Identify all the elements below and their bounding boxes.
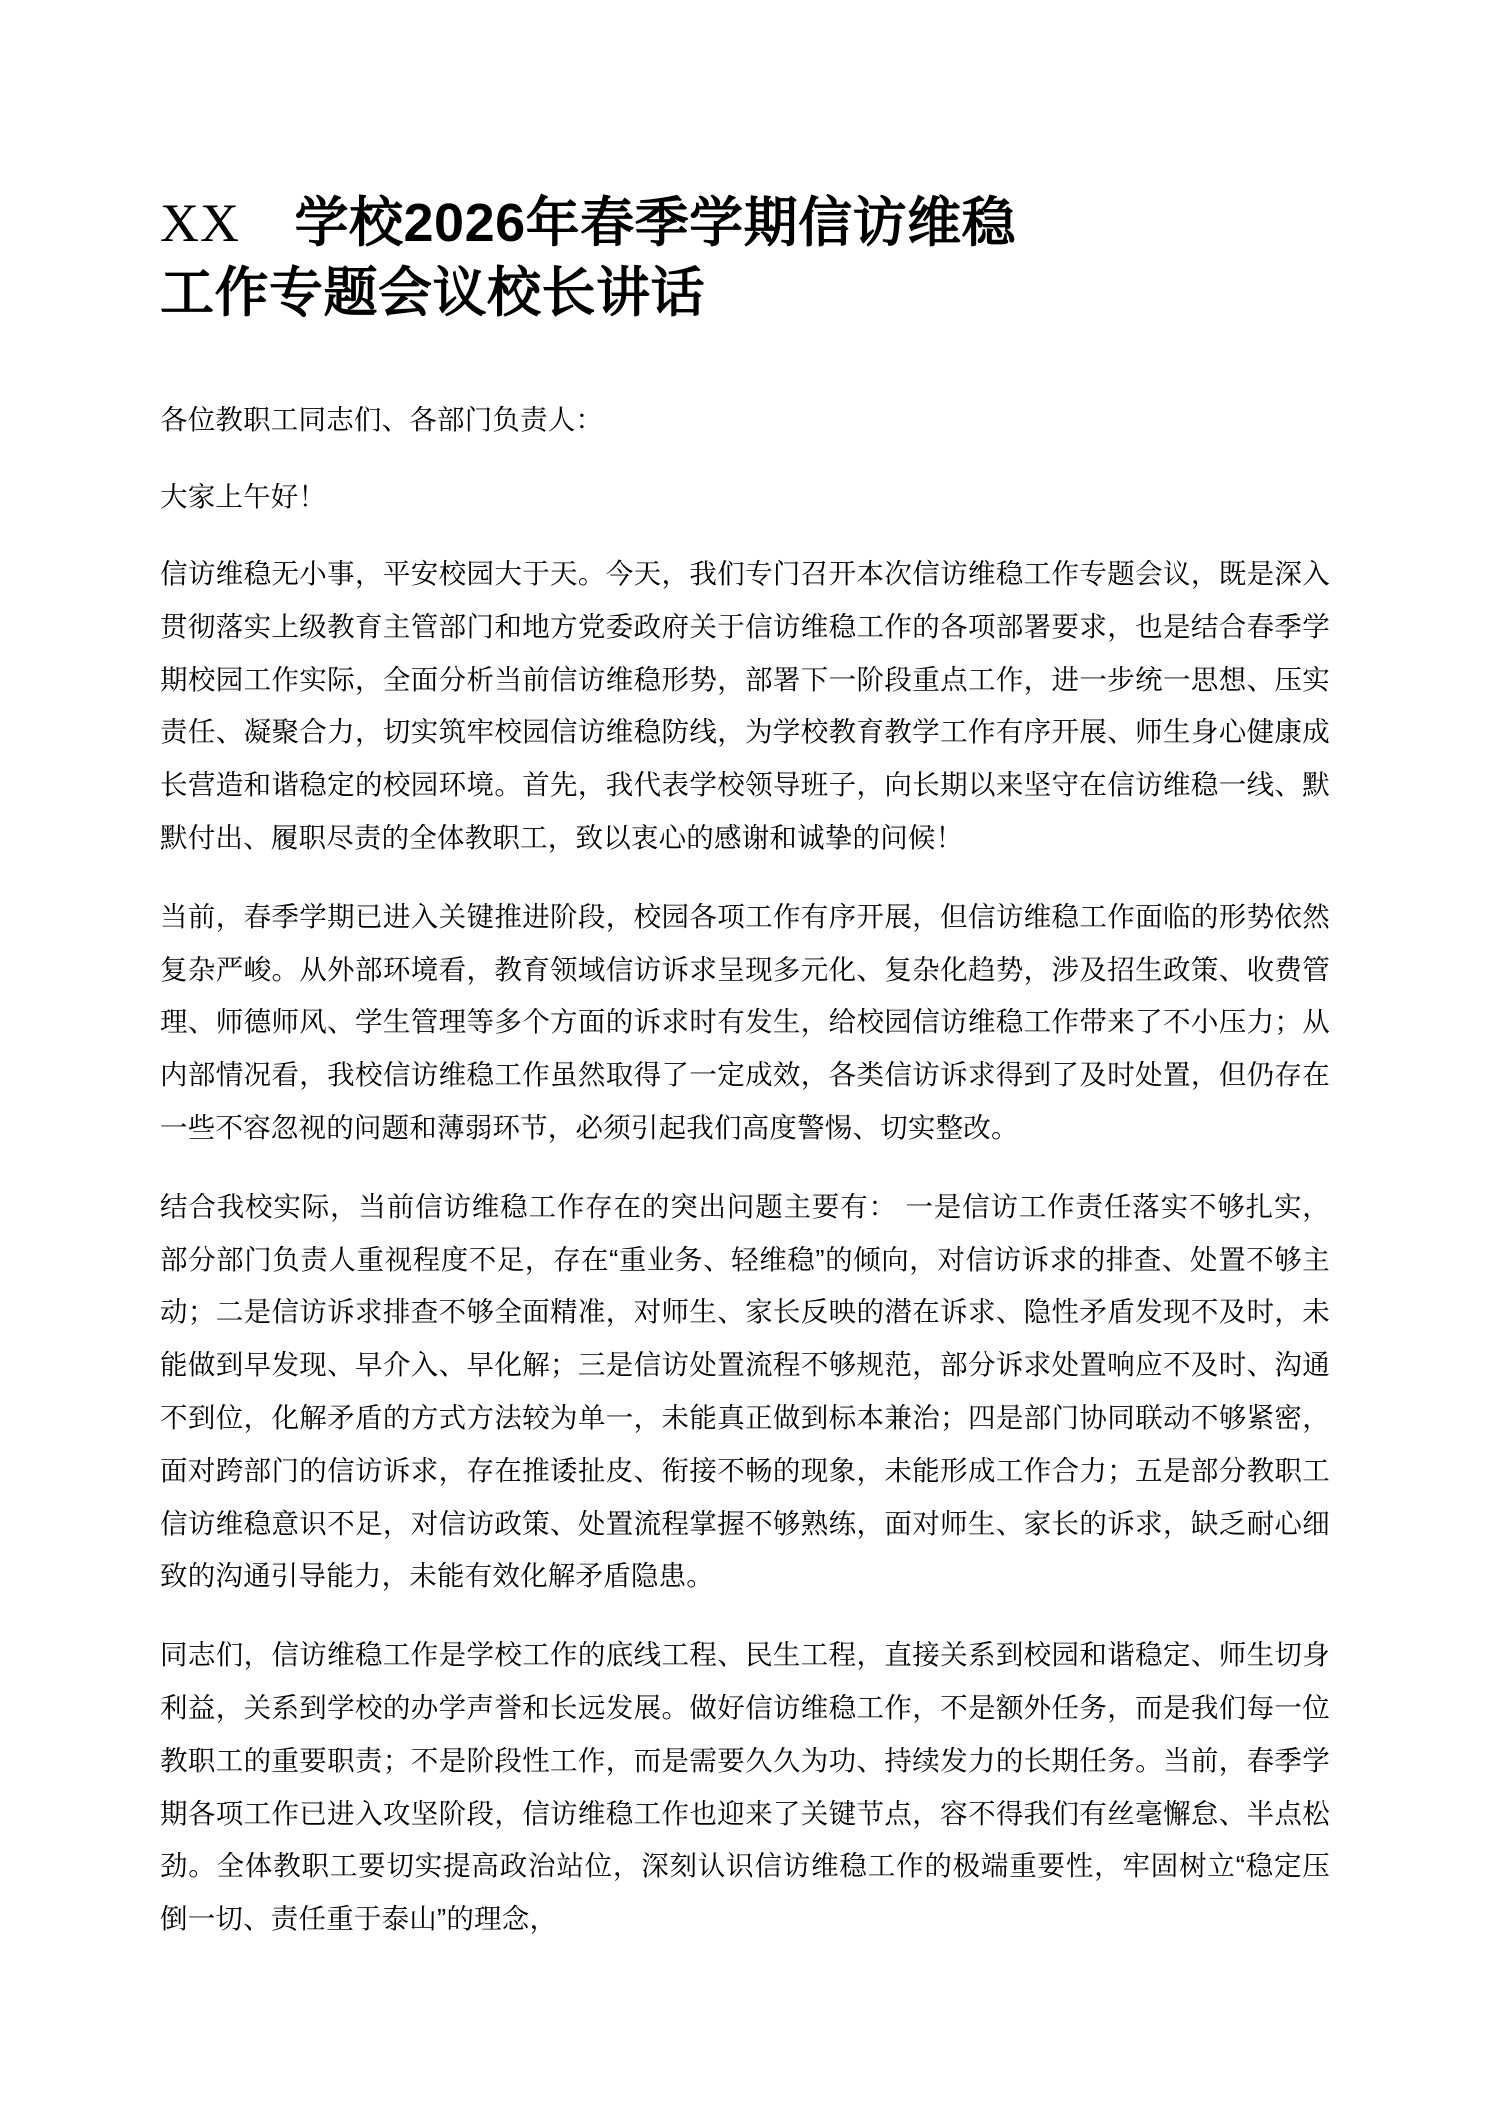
title-line-1-rest: 学校2026年春季学期信访维稳 xyxy=(240,193,1017,253)
page-title xyxy=(160,188,1330,328)
title-latin-prefix: XX xyxy=(160,193,240,253)
paragraph-problems: 结合我校实际，当前信访维稳工作存在的突出问题主要有： 一是信访工作责任落实不够扎实，部分部门负责人重视程度不足，存在“重业务、轻维稳”的倾向，对信访诉求的排查、处置不够主动；二是信访诉求排查不够全面精准，对师生、家长反映的潜在诉求、隐性矛盾发现不及时，未能做到早发现、早介入、早化解；三是信访处置流程不够规范，部分诉求处置响应不及时、沟通不到位，化解矛盾的方式方法较为单一，未能真正做到标本兼治；四是部门协同联动不够紧密，面对跨部门的信访诉求，存在推诿扯皮、衔接不畅的现象，未能形成工作合力；五是部分教职工信访维稳意识不足，对信访政策、处置流程掌握不够熟练，面对师生、家长的诉求，缺乏耐心细致的沟通引导能力，未能有效化解矛盾隐患。 xyxy=(160,1190,1330,1592)
greeting: 大家上午好！ xyxy=(160,481,327,513)
paragraph-opening-remarks: 信访维稳无小事，平安校园大于天。今天，我们专门召开本次信访维稳工作专题会议，既是深入贯彻落实上级教育主管部门和地方党委政府关于信访维稳工作的各项部署要求，也是结合春季学期校园工作实际，全面分析当前信访维稳形势，部署下一阶段重点工作，进一步统一思想、压实责任、凝聚合力，切实筑牢校园信访维稳防线，为学校教育教学工作有序开展、师生身心健康成长营造和谐稳定的校园环境。首先，我代表学校领导班子，向长期以来坚守在信访维稳一线、默默付出、履职尽责的全体教职工，致以衷心的感谢和诚挚的问候！ xyxy=(160,557,1330,853)
paragraph-significance: 同志们，信访维稳工作是学校工作的底线工程、民生工程，直接关系到校园和谐稳定、师生切身利益，关系到学校的办学声誉和长远发展。做好信访维稳工作，不是额外任务，而是我们每一位教职工的重要职责；不是阶段性工作，而是需要久久为功、持续发力的长期任务。当前，春季学期各项工作已进入攻坚阶段，信访维稳工作也迎来了关键节点，容不得我们有丝毫懈怠、半点松劲。全体教职工要切实提高政治站位，深刻认识信访维稳工作的极端重要性，牢固树立“稳定压倒一切、责任重于泰山”的理念， xyxy=(160,1639,1330,1935)
title-line-2: 工作专题会议校长讲话 xyxy=(160,263,705,324)
document-body xyxy=(160,394,1330,1946)
paragraph-current-situation: 当前，春季学期已进入关键推进阶段，校园各项工作有序开展，但信访维稳工作面临的形势依然复杂严峻。从外部环境看，教育领域信访诉求呈现多元化、复杂化趋势，涉及招生政策、收费管理、师德师风、学生管理等多个方面的诉求时有发生，给校园信访维稳工作带来了不小压力；从内部情况看，我校信访维稳工作虽然取得了一定成效，各类信访诉求得到了及时处置，但仍存在一些不容忽视的问题和薄弱环节，必须引起我们高度警惕、切实整改。 xyxy=(160,900,1330,1143)
salutation: 各位教职工同志们、各部门负责人： xyxy=(160,404,604,436)
